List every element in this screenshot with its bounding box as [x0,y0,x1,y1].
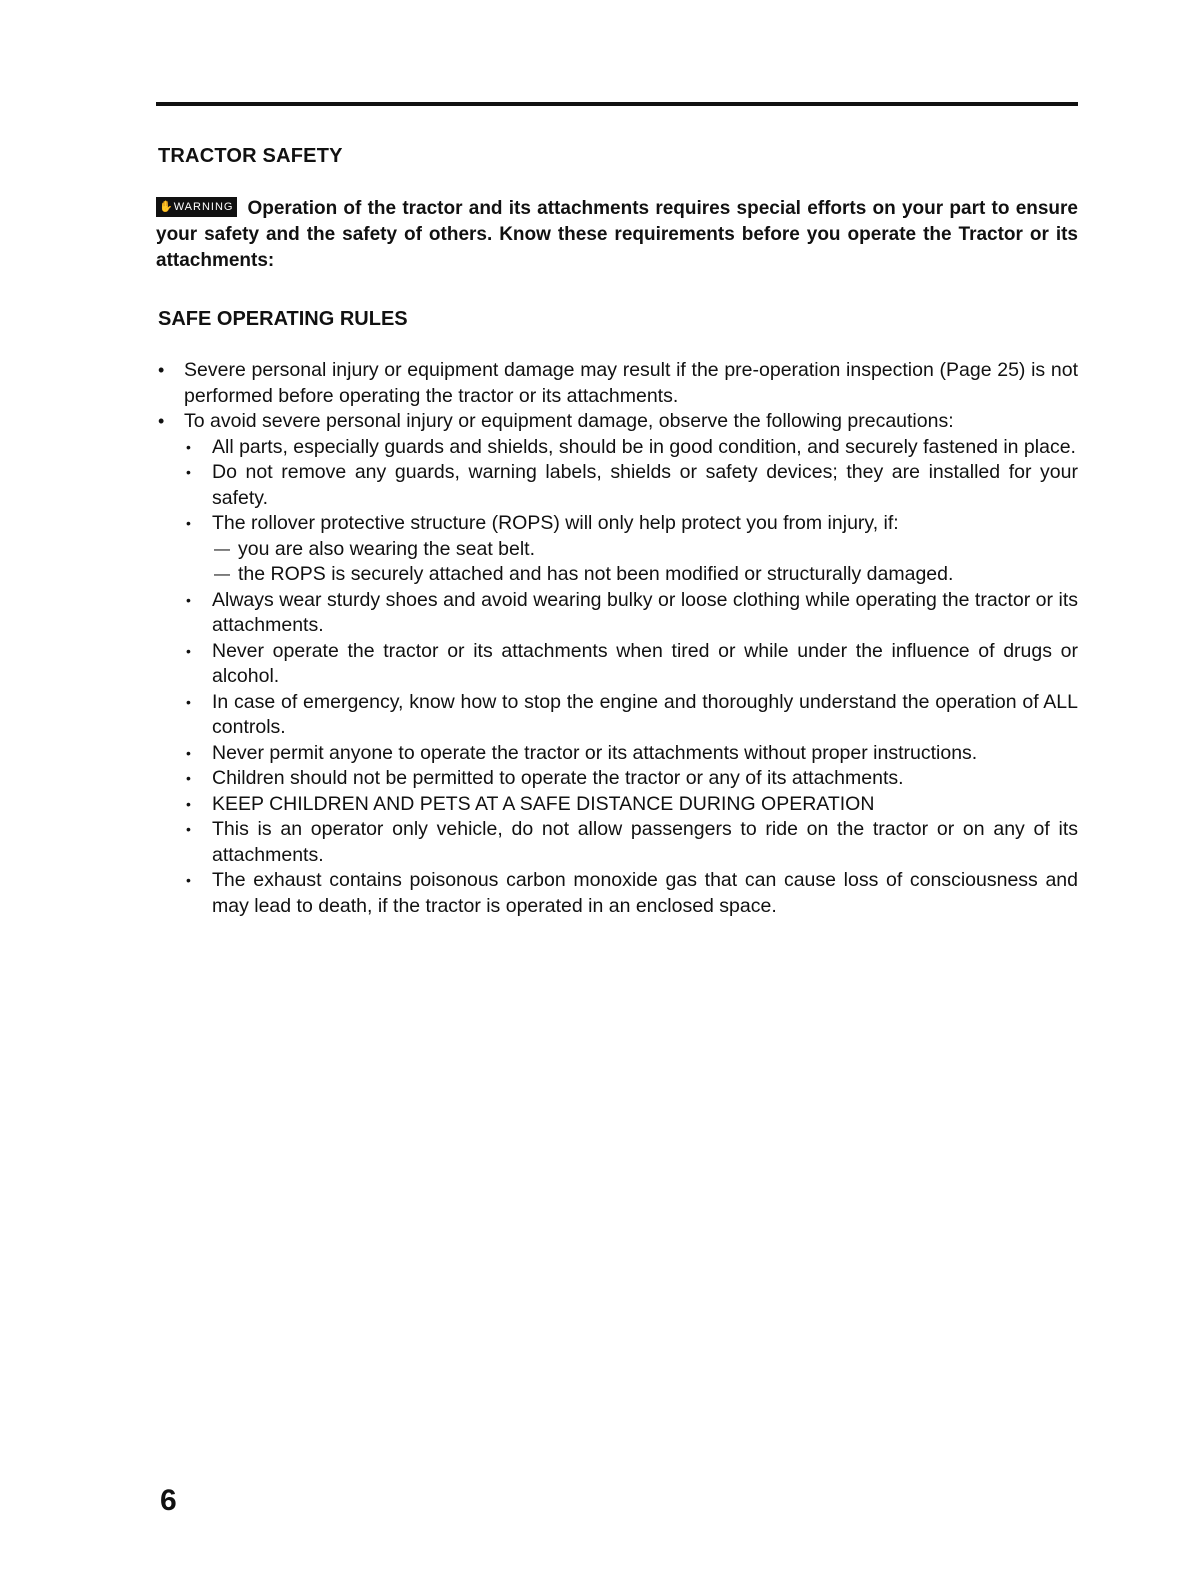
precaution-item: • The rollover protective structure (ROPS) will only help protect you from injury, if: [156,511,1078,537]
precaution-item: • KEEP CHILDREN AND PETS AT A SAFE DISTANCE DURING OPERATION [156,792,1078,818]
safety-rules-list [156,358,1078,919]
precaution-item: • Never operate the tractor or its attachments when tired or while under the influence of drugs or alcohol. [156,639,1078,690]
safe-operating-rules-heading: SAFE OPERATING RULES [158,308,408,330]
precaution-item: • All parts, especially guards and shields, should be in good condition, and securely fastened in place. [156,435,1078,461]
hand-icon: ✋ [159,201,174,213]
warning-badge-label: WARNING [173,201,234,213]
warning-text: Operation of the tractor and its attachments requires special efforts on your part to ensure your safety and the safety of others. Know these requirements before you operate the Tractor or its attachments: [156,198,1078,271]
section-title: TRACTOR SAFETY [158,145,343,167]
precaution-item: • In case of emergency, know how to stop the engine and thoroughly understand the operation of ALL controls. [156,690,1078,741]
warning-badge [156,197,237,217]
rops-condition-item: — you are also wearing the seat belt. [156,537,1078,563]
top-divider [156,102,1078,106]
precaution-item: • Never permit anyone to operate the tractor or its attachments without proper instructions. [156,741,1078,767]
precaution-item: • This is an operator only vehicle, do not allow passengers to ride on the tractor or on any of its attachments. [156,817,1078,868]
rops-condition-item: — the ROPS is securely attached and has not been modified or structurally damaged. [156,562,1078,588]
rule-item: • Severe personal injury or equipment damage may result if the pre-operation inspection (Page 25) is not performed before operating the tractor or its attachments. [156,358,1078,409]
precaution-item: • Do not remove any guards, warning labels, shields or safety devices; they are installed for your safety. [156,460,1078,511]
precaution-item: • Always wear sturdy shoes and avoid wearing bulky or loose clothing while operating the tractor or its attachments. [156,588,1078,639]
page-number: 6 [160,1484,177,1517]
precaution-item: • The exhaust contains poisonous carbon monoxide gas that can cause loss of consciousness and may lead to death, if the tractor is operated in an enclosed space. [156,868,1078,919]
rule-item: • To avoid severe personal injury or equipment damage, observe the following precautions: [156,409,1078,435]
warning-paragraph [156,196,1078,274]
precaution-item: • Children should not be permitted to operate the tractor or any of its attachments. [156,766,1078,792]
